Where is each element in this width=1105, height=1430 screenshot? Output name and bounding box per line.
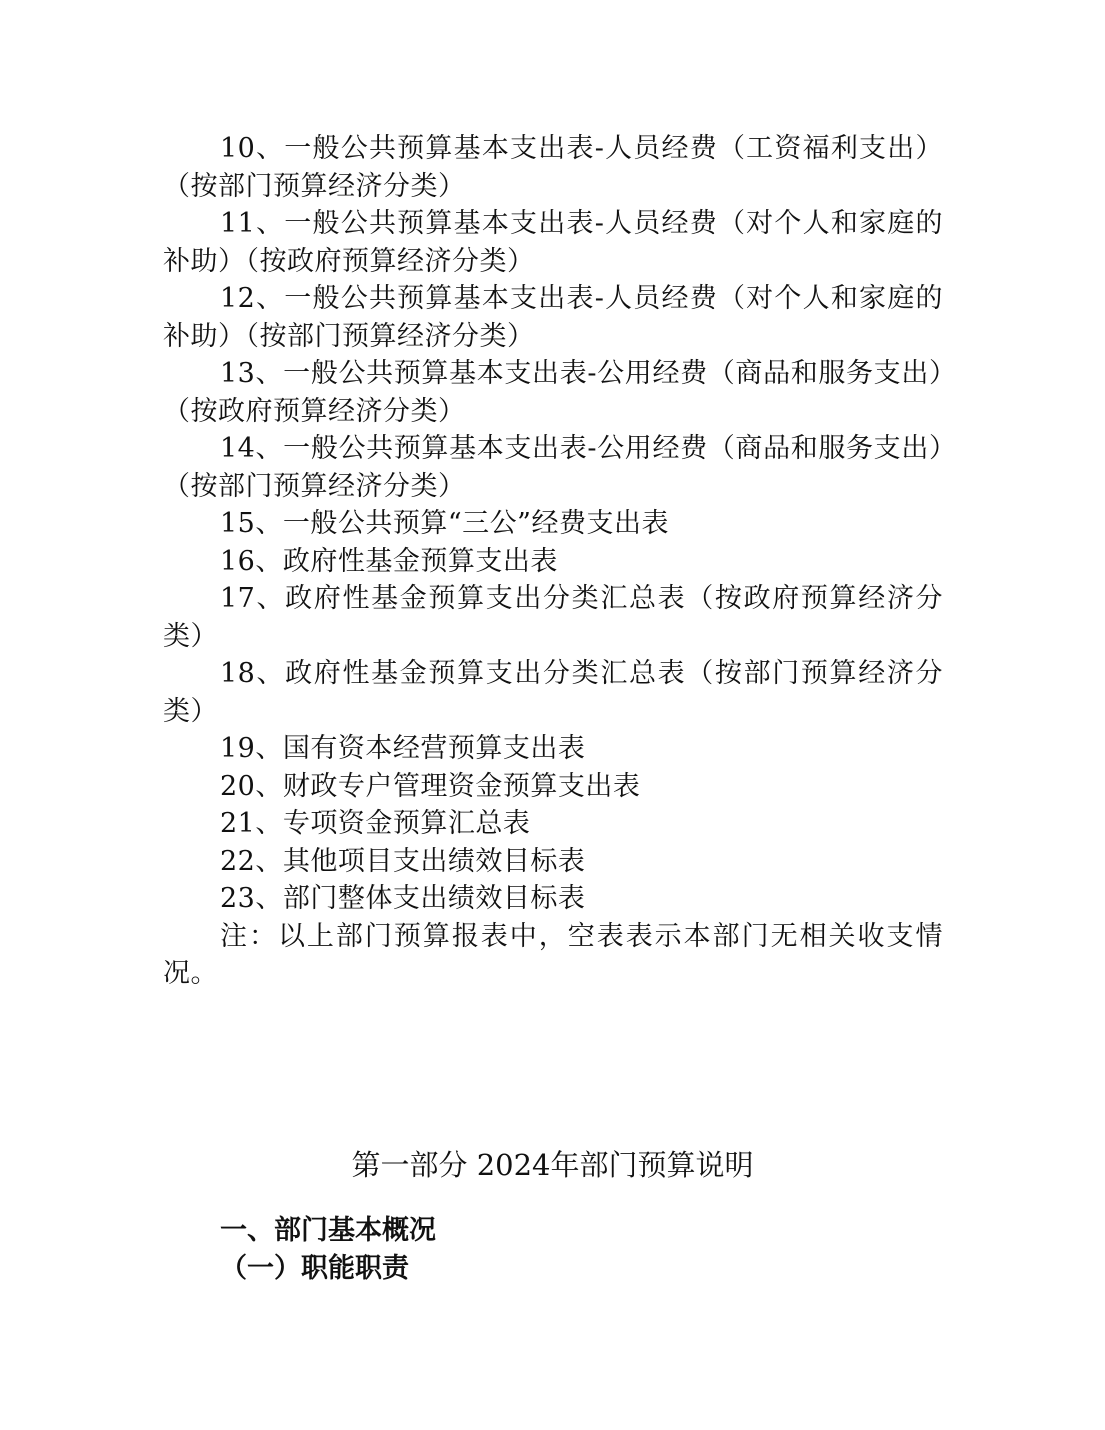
list-item: 20、财政专户管理资金预算支出表 [220, 770, 641, 802]
list-item: 14、一般公共预算基本支出表-公用经费（商品和服务支出）（按部门预算经济分类） [163, 433, 943, 502]
list-item: 10、一般公共预算基本支出表-人员经费（工资福利支出）（按部门预算经济分类） [163, 133, 943, 202]
note-paragraph: 注：以上部门预算报表中，空表表示本部门无相关收支情况。 [163, 920, 943, 989]
list-item: 12、一般公共预算基本支出表-人员经费（对个人和家庭的补助）（按部门预算经济分类） [163, 283, 943, 352]
list-item: 22、其他项目支出绩效目标表 [220, 845, 586, 877]
list-item: 23、部门整体支出绩效目标表 [220, 883, 586, 914]
table-list [163, 130, 943, 993]
list-item: 11、一般公共预算基本支出表-人员经费（对个人和家庭的补助）（按政府预算经济分类） [163, 208, 943, 277]
list-item: 16、政府性基金预算支出表 [220, 545, 558, 577]
list-item: 13、一般公共预算基本支出表-公用经费（商品和服务支出）（按政府预算经济分类） [163, 358, 943, 427]
list-item: 15、一般公共预算“三公”经费支出表 [220, 508, 669, 539]
list-item: 17、政府性基金预算支出分类汇总表（按政府预算经济分类） [163, 583, 943, 652]
list-item: 21、专项资金预算汇总表 [220, 808, 531, 839]
list-item: 18、政府性基金预算支出分类汇总表（按部门预算经济分类） [163, 658, 943, 727]
section-title: 第一部分 2024年部门预算说明 [351, 1148, 754, 1182]
list-item: 19、国有资本经营预算支出表 [220, 733, 586, 764]
heading-department-overview: 一、部门基本概况 [220, 1215, 436, 1246]
heading-functions: （一）职能职责 [220, 1253, 409, 1284]
